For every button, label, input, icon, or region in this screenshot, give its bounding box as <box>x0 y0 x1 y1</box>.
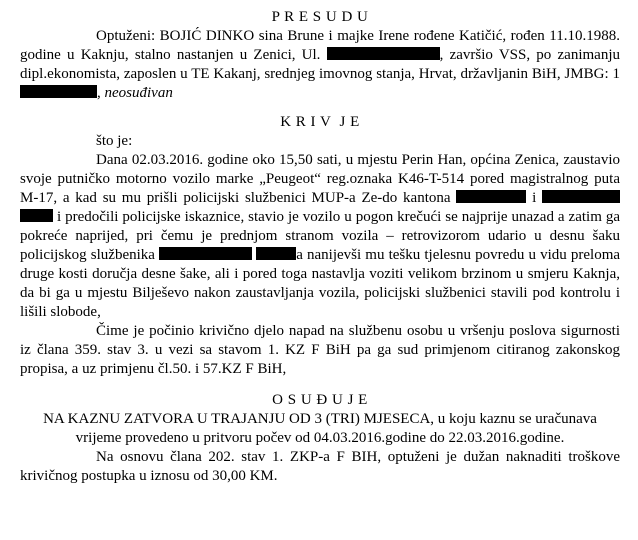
defendant-text-1: Optuženi: BOJIĆ DINKO sina Brune i majke Irene rođene Katičić, rođen 11.10.1988. godine u Kaknju, stalno nastanjen u Zenici, Ul. <box>20 28 620 63</box>
document-title: P R E S U D U <box>271 9 369 25</box>
facts-text-1: Dana 02.03.2016. godine oko 15,50 sati, u mjestu Perin Han, općina Zenica, zaustavio svoje putničko motorno vozilo marke „Peugeot“ reg.oznaka K46-T-514 pored magistralnog puta M-17, a kad su mu prišli policijski službenici MUP-a Ze-do kantona <box>20 152 620 206</box>
redaction-address <box>327 47 440 60</box>
qualification-paragraph: Čime je počinio krivično djelo napad na službenu osobu u vršenju poslova sigurnosti iz člana 359. stav 3. u vezi sa stavom 1. KZ F BiH pa ga sud primjenom citiranog zakonskog propisa, a uz primjenu čl.50. i 57.KZ F BiH, <box>20 323 620 377</box>
redaction-officer-name-3 <box>20 209 53 222</box>
defendant-text-2: , završio VSS, po zanimanju dipl.ekonomista, zaposlen u TE Kakanj, srednjeg imovnog stanja, Hrvat, državljanin BiH, JMBG: 1 <box>20 47 620 82</box>
guilty-heading: K R I V J E <box>280 114 360 130</box>
sentence-heading: O S U Đ U J E <box>272 392 368 408</box>
costs-paragraph: Na osnovu člana 202. stav 1. ZKP-a F BIH, optuženi je dužan naknaditi troškove krivičnog postupka u iznosu od 30,00 KM. <box>20 449 620 484</box>
redaction-officer-name-2 <box>542 190 620 203</box>
sto-je-line: što je: <box>96 133 133 149</box>
not-convicted-note: neosuđivan <box>104 85 173 101</box>
facts-paragraph <box>20 151 620 322</box>
defendant-paragraph <box>20 27 620 103</box>
defendant-text-3: , <box>97 85 105 101</box>
facts-conjunction: i <box>526 190 542 206</box>
redaction-jmbg <box>20 85 97 98</box>
redaction-officer-name-4 <box>159 247 252 260</box>
facts-text-3: a nanijevši mu tešku tjelesnu povredu u vidu preloma druge kosti doručja desne šake, ali i pored toga nastavlja voziti velikom brzinom u smjeru Kaknja, da bi ga u mjestu Bilješevo nakon zaustavljanja vozila, policijski službenici stavili pod kontrolu i lišili slobode, <box>20 247 621 320</box>
redaction-officer-name-1 <box>456 190 526 203</box>
sentence-paragraph: NA KAZNU ZATVORA U TRAJANJU OD 3 (TRI) MJESECA, u koju kaznu se uračunava vrijeme provedeno u pritvoru počev od 04.03.2016.godine do 22.03.2016.godine. <box>43 411 597 446</box>
facts-text-2: i predočili policijske iskaznice, stavio je vozilo u pogon krečući se najprije unazad a zatim ga pokreće naprijed, pri čemu je prednjom stranom vozila – retrovizorom udario u desnu šaku policijskog službenika <box>20 209 620 263</box>
redaction-officer-name-5 <box>256 247 296 260</box>
